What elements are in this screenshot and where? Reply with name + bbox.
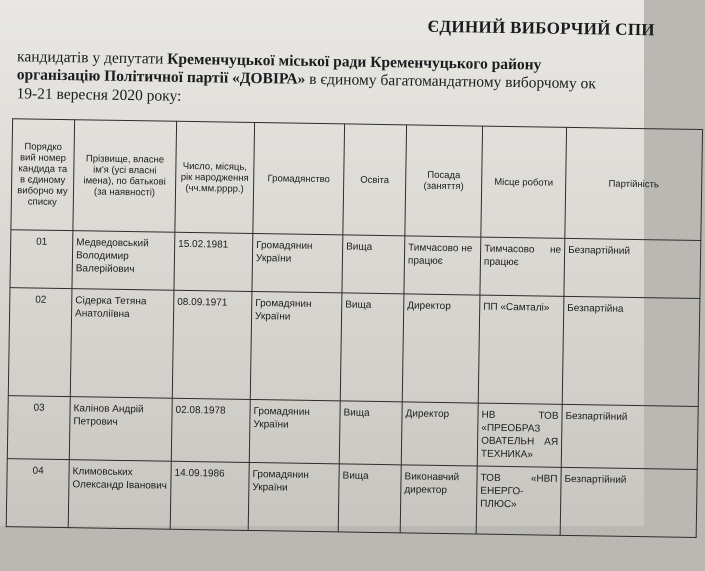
cell-number: 02 bbox=[8, 288, 72, 397]
cell-party: Безпартійний bbox=[564, 238, 701, 298]
cell-education: Вища bbox=[340, 293, 404, 402]
cell-position: Виконавчий директор bbox=[400, 465, 477, 534]
header-education: Освіта bbox=[343, 124, 407, 236]
table-row bbox=[10, 230, 701, 299]
header-name: Прізвище, власне ім'я (усі власні імена), по батькові (за наявності) bbox=[73, 120, 177, 233]
header-party: Партійність bbox=[565, 127, 703, 240]
table-row bbox=[7, 396, 698, 470]
header-position: Посада (заняття) bbox=[405, 125, 483, 237]
cell-education: Вища bbox=[338, 464, 401, 533]
intro-line-3: 19-21 вересня 2020 року: bbox=[16, 85, 182, 105]
cell-workplace: ПП «Самталі» bbox=[478, 295, 564, 404]
candidates-table bbox=[6, 118, 703, 538]
cell-position: Директор bbox=[401, 402, 478, 466]
cell-number: 04 bbox=[6, 459, 69, 528]
cell-party: Безпартійна bbox=[562, 296, 700, 406]
cell-citizenship: Громадянин України bbox=[249, 399, 340, 463]
cell-name: Калінов Андрій Петрович bbox=[69, 397, 172, 462]
table-row bbox=[8, 288, 700, 407]
cell-education: Вища bbox=[339, 401, 402, 465]
intro-line-1-council: Кременчуцької міської ради Кременчуцького району bbox=[167, 50, 542, 74]
cell-party: Безпартійний bbox=[561, 404, 698, 469]
cell-name: Климовських Олександр Іванович bbox=[68, 460, 171, 530]
cell-citizenship: Громадянин України bbox=[248, 462, 339, 531]
table-header-row bbox=[11, 119, 703, 241]
cell-workplace: Тимчасово не працює bbox=[480, 237, 565, 296]
cell-workplace: НВ ТОВ «ПРЕОБРАЗ ОВАТЕЛЬН АЯ ТЕХНИКА» bbox=[477, 403, 562, 467]
cell-birth: 08.09.1971 bbox=[172, 290, 252, 399]
intro-line-1-prefix: кандидатів у депутати bbox=[16, 48, 168, 68]
cell-workplace: ТОВ «НВП ЕНЕРГО-ПЛЮС» bbox=[476, 466, 561, 535]
cell-party: Безпартійний bbox=[560, 467, 697, 537]
cell-number: 03 bbox=[7, 396, 70, 460]
intro-line-2-rest: в єдиному багатомандатному виборчому ок bbox=[305, 70, 596, 93]
cell-birth: 15.02.1981 bbox=[174, 232, 253, 291]
cell-birth: 02.08.1978 bbox=[171, 398, 250, 462]
cell-citizenship: Громадянин України bbox=[250, 291, 342, 400]
cell-education: Вища bbox=[342, 235, 405, 294]
cell-citizenship: Громадянин України bbox=[252, 234, 343, 293]
header-number: Порядко вий номер кандида та в єдиному виборчо му списку bbox=[11, 119, 75, 231]
header-workplace: Місце роботи bbox=[481, 126, 567, 238]
cell-position: Тимчасово не працює bbox=[404, 236, 481, 295]
cell-name: Сідерка Тетяна Анатоліївна bbox=[70, 289, 174, 399]
document-title: ЄДИНИЙ ВИБОРЧИЙ СПИ bbox=[427, 16, 656, 40]
cell-birth: 14.09.1986 bbox=[170, 461, 249, 530]
intro-line-2-party: організацію Політичної партії «ДОВІРА» bbox=[16, 66, 306, 88]
table-row bbox=[6, 459, 697, 538]
cell-position: Директор bbox=[402, 294, 480, 403]
header-birth: Число, місяць, рік народження (чч.мм.рррр.) bbox=[175, 121, 255, 233]
cell-number: 01 bbox=[10, 230, 73, 289]
header-citizenship: Громадянство bbox=[253, 123, 345, 235]
cell-name: Медведовський Володимир Валерійович bbox=[72, 231, 175, 291]
